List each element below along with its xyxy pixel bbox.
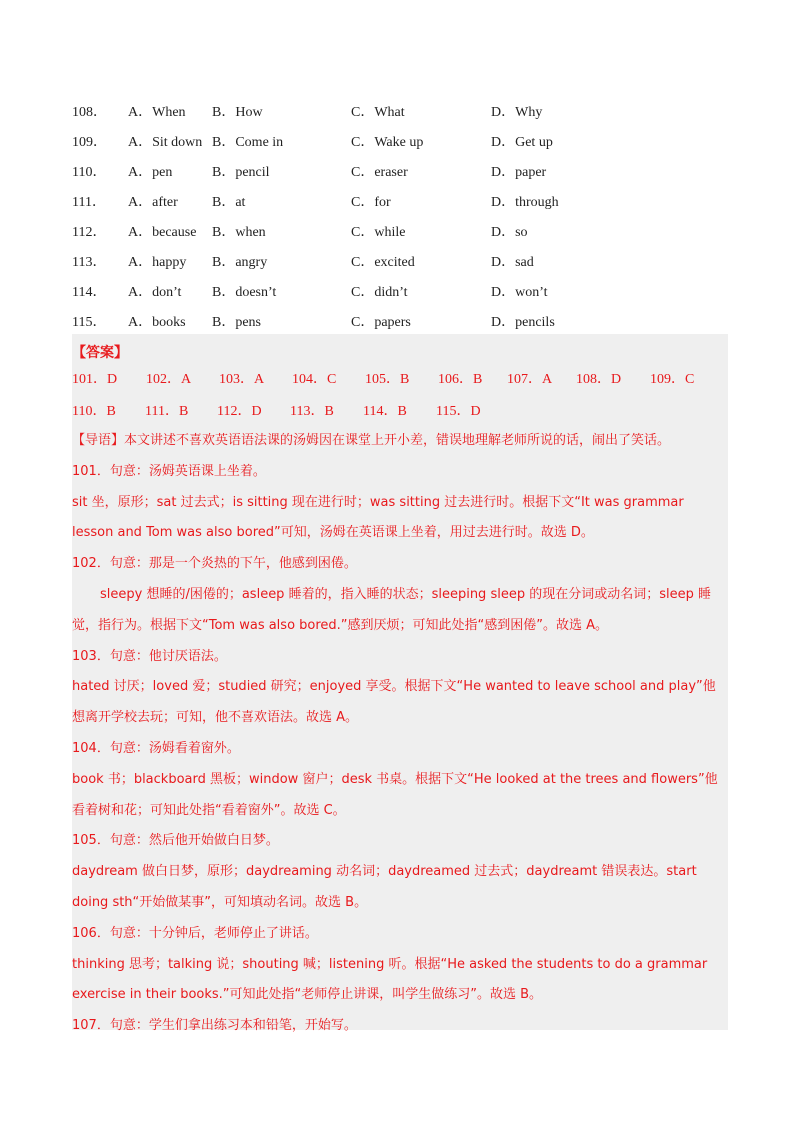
choice-c: C．What [351, 105, 405, 120]
answer-key-item: 113．B [290, 404, 334, 419]
option-row-109 [72, 126, 732, 156]
question-number: 111． [72, 195, 106, 210]
answer-key-item: 114．B [363, 404, 407, 419]
choice-c: C．excited [351, 255, 415, 270]
answer-key-row-2 [72, 400, 496, 420]
choice-d: D．won’t [491, 285, 548, 300]
explanation-paragraph: sit 坐，原形；sat 过去式；is sitting 现在进行时；was sitting 过去进行时。根据下文“It was grammar lesson and Tom was also bored”可知，汤姆在英语课上坐着，用过去进行时。故选 D。 [72, 494, 684, 541]
explanation-paragraph: 104．句意：汤姆看着窗外。 [72, 740, 240, 756]
choice-a: A．When [128, 105, 186, 120]
answer-key-item: 102．A [146, 372, 192, 387]
choice-b: B．when [212, 225, 266, 240]
answer-key-item: 101．D [72, 372, 118, 387]
question-number: 109． [72, 135, 107, 150]
explanation-paragraph: 107．句意：学生们拿出练习本和铅笔，开始写。 [72, 1018, 357, 1034]
choice-c: C．Wake up [351, 135, 424, 150]
choice-c: C．eraser [351, 165, 408, 180]
option-row-108 [72, 96, 732, 126]
choice-c: C．while [351, 225, 406, 240]
answer-heading: 【答案】 [72, 345, 128, 361]
answer-key-item: 107．A [507, 372, 553, 387]
answer-key-item: 111．B [145, 404, 189, 419]
choice-b: B．at [212, 195, 246, 210]
guide-paragraph: 【导语】本文讲述不喜欢英语语法课的汤姆因在课堂上开小差，错误地理解老师所说的话，闹出了笑话。 [72, 433, 671, 448]
choice-a: A．don’t [128, 285, 182, 300]
choice-b: B．pencil [212, 165, 270, 180]
question-number: 113． [72, 255, 107, 270]
choice-d: D．Why [491, 105, 543, 120]
option-row-112 [72, 216, 732, 246]
option-row-110 [72, 156, 732, 186]
answer-key-item: 110．B [72, 404, 116, 419]
answer-section [72, 334, 728, 1034]
explanation-paragraph: 103．句意：他讨厌语法。 [72, 648, 227, 664]
choice-c: C．didn’t [351, 285, 408, 300]
answer-key-item: 106．B [438, 372, 483, 387]
question-number: 112． [72, 225, 107, 240]
explanation-paragraph: sleepy 想睡的/困倦的；asleep 睡着的，指入睡的状态；sleeping sleep 的现在分词或动名词；sleep 睡觉，指行为。根据下文“Tom was also bored.”感到厌烦；可知此处指“感到困倦”。故选 A。 [72, 586, 711, 633]
choice-d: D．so [491, 225, 528, 240]
answer-key-item: 105．B [365, 372, 410, 387]
choice-b: B．How [212, 105, 263, 120]
explanation-paragraph: hated 讨厌；loved 爱；studied 研究；enjoyed 享受。根据下文“He wanted to leave school and play”他想离开学校去玩；可知，他不喜欢语法。故选 A。 [72, 679, 716, 726]
explanation-paragraph: book 书；blackboard 黑板；window 窗户；desk 书桌。根据下文“He looked at the trees and flowers”他看着树和花；可知此处指“看着窗外”。故选 C。 [72, 771, 718, 818]
question-number: 115． [72, 315, 107, 330]
choice-a: A．happy [128, 255, 187, 270]
choice-d: D．pencils [491, 315, 555, 330]
answer-key-item: 104．C [292, 372, 337, 387]
explanation-block [72, 426, 728, 1042]
explanation-paragraph: 105．句意：然后他开始做白日梦。 [72, 833, 279, 849]
options-list [72, 96, 732, 336]
explanation-paragraph: daydream 做白日梦，原形；daydreaming 动名词；daydreamed 过去式；daydreamt 错误表达。start doing sth“开始做某事”，可知填动名词。故选 B。 [72, 864, 697, 910]
explanation-paragraph: thinking 思考；talking 说；shouting 喊；listening 听。根据“He asked the students to do a grammar exercise in their books.”可知此处指“老师停止讲课，叫学生做练习”。故选 B。 [72, 956, 708, 1003]
choice-d: D．Get up [491, 135, 553, 150]
choice-c: C．papers [351, 315, 411, 330]
answer-key-item: 109．C [650, 372, 695, 387]
choice-d: D．sad [491, 255, 534, 270]
answer-key-item: 108．D [576, 372, 622, 387]
choice-a: A．books [128, 315, 186, 330]
option-row-113 [72, 246, 732, 276]
option-row-115 [72, 306, 732, 336]
choice-c: C．for [351, 195, 391, 210]
choice-a: A．after [128, 195, 178, 210]
question-number: 108． [72, 105, 107, 120]
choice-d: D．through [491, 195, 559, 210]
question-number: 114． [72, 285, 107, 300]
option-row-111 [72, 186, 732, 216]
choice-b: B．doesn’t [212, 285, 277, 300]
option-row-114 [72, 276, 732, 306]
answer-key-item: 103．A [219, 372, 265, 387]
explanation-paragraph: 101．句意：汤姆英语课上坐着。 [72, 463, 266, 479]
choice-d: D．paper [491, 165, 547, 180]
choice-a: A．Sit down [128, 135, 203, 150]
question-number: 110． [72, 165, 107, 180]
explanation-paragraph: 106．句意：十分钟后，老师停止了讲话。 [72, 925, 318, 941]
choice-b: B．angry [212, 255, 268, 270]
choice-b: B．Come in [212, 135, 284, 150]
choice-a: A．because [128, 225, 197, 240]
answer-key-item: 115．D [436, 404, 481, 419]
answer-key-item: 112．D [217, 404, 262, 419]
choice-a: A．pen [128, 165, 173, 180]
explanation-paragraph: 102．句意：那是一个炎热的下午，他感到困倦。 [72, 556, 357, 572]
answer-key-row-1 [72, 368, 700, 388]
choice-b: B．pens [212, 315, 261, 330]
